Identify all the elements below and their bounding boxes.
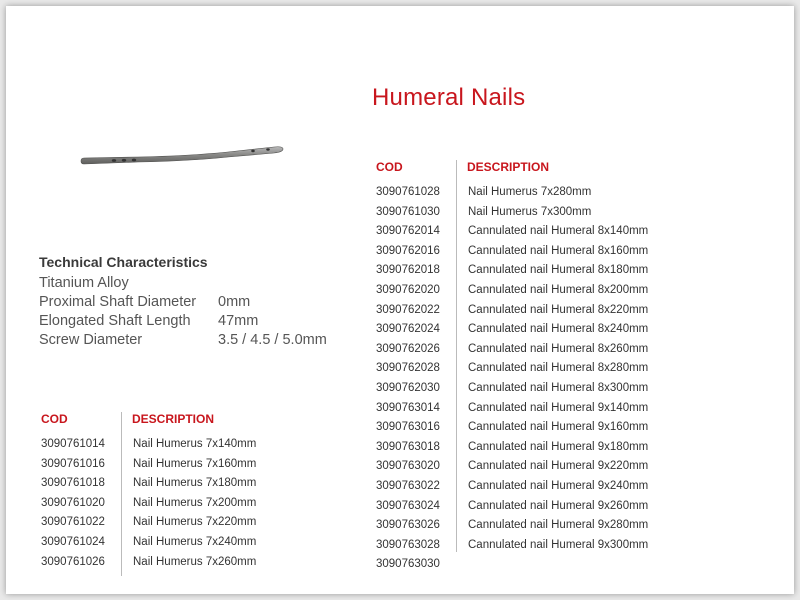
table-row-code: 3090763028	[376, 538, 440, 551]
left-code-table	[41, 412, 341, 582]
table-row-description: Nail Humerus 7x260mm	[133, 555, 257, 568]
table-row-description: Cannulated nail Humeral 9x180mm	[468, 440, 649, 453]
table-row-code: 3090763020	[376, 460, 440, 473]
table-row-code: 3090761024	[41, 536, 105, 548]
table-row-description: Nail Humerus 7x140mm	[133, 438, 257, 450]
catalog-page	[6, 6, 794, 594]
table-row-description: Cannulated nail Humeral 9x160mm	[468, 421, 649, 434]
table-row-description: Cannulated nail Humeral 9x260mm	[468, 499, 649, 512]
right-code-table	[376, 160, 676, 580]
table-row-code: 3090761014	[41, 438, 105, 450]
material-text: Titanium Alloy	[39, 275, 129, 291]
table-row-code: 3090761028	[376, 186, 440, 198]
table-row-description: Cannulated nail Humeral 9x140mm	[468, 401, 649, 414]
table-row-description: Cannulated nail Humeral 9x300mm	[468, 538, 649, 551]
table-row-code: 3090762018	[376, 264, 440, 277]
column-divider	[456, 160, 457, 552]
table-row-code: 3090761020	[41, 496, 105, 509]
table-row-description: Cannulated nail Humeral 8x180mm	[468, 264, 649, 277]
table-row-code: 3090762028	[376, 362, 440, 375]
spec-label: Elongated Shaft Length	[39, 313, 191, 329]
page-title: Humeral Nails	[372, 84, 526, 111]
table-row-code: 3090762022	[376, 303, 440, 316]
table-row-code: 3090762014	[376, 225, 440, 238]
table-row-code: 3090763016	[376, 421, 440, 434]
spec-value: 3.5 / 4.5 / 5.0mm	[218, 332, 327, 348]
table-row-description: Cannulated nail Humeral 8x300mm	[468, 382, 649, 394]
table-row-code: 3090762020	[376, 284, 440, 296]
table-row-code: 3090762024	[376, 323, 440, 336]
spec-label: Screw Diameter	[39, 332, 143, 348]
table-row-code: 3090761022	[41, 516, 105, 529]
table-row-description: Nail Humerus 7x300mm	[468, 205, 592, 218]
table-row-description: Nail Humerus 7x160mm	[133, 457, 257, 470]
table-row-code: 3090761026	[41, 555, 105, 568]
table-row-description: Cannulated nail Humeral 9x220mm	[468, 460, 649, 473]
table-row-code: 3090763024	[376, 499, 440, 512]
table-row-description: Cannulated nail Humeral 8x160mm	[468, 244, 649, 257]
technical-characteristics	[39, 254, 327, 350]
table-row-description: Nail Humerus 7x240mm	[133, 536, 257, 548]
table-row-description: Cannulated nail Humeral 8x220mm	[468, 303, 649, 316]
column-divider	[121, 412, 122, 576]
spec-value: 0mm	[218, 294, 251, 310]
spec-row	[39, 312, 327, 331]
cod-header: COD	[41, 412, 68, 426]
technical-heading: Technical Characteristics	[39, 254, 208, 270]
table-row-code: 3090762030	[376, 382, 440, 394]
table-row-description: Cannulated nail Humeral 8x240mm	[468, 323, 649, 336]
table-row-description: Cannulated nail Humeral 8x140mm	[468, 225, 649, 238]
table-row-description: Cannulated nail Humeral 9x240mm	[468, 480, 649, 492]
table-row-code: 3090761018	[41, 477, 105, 490]
table-row-code: 3090761016	[41, 457, 105, 470]
table-row-description: Cannulated nail Humeral 8x200mm	[468, 284, 649, 296]
table-row-description: Cannulated nail Humeral 8x260mm	[468, 342, 649, 355]
cod-header: COD	[376, 160, 403, 174]
spec-value: 47mm	[218, 313, 259, 329]
table-row-description: Nail Humerus 7x180mm	[133, 477, 257, 490]
table-row-code: 3090762026	[376, 342, 440, 355]
spec-row	[39, 331, 327, 350]
table-row-code: 3090763030	[376, 558, 440, 571]
description-header: DESCRIPTION	[132, 412, 215, 426]
table-row-code: 3090763018	[376, 440, 440, 453]
table-row-code: 3090763026	[376, 519, 440, 532]
table-row-description: Nail Humerus 7x200mm	[133, 496, 257, 509]
description-header: DESCRIPTION	[467, 160, 550, 174]
table-row-description: Cannulated nail Humeral 8x280mm	[468, 362, 649, 375]
table-row-code: 3090762016	[376, 244, 440, 257]
table-row-description: Nail Humerus 7x280mm	[468, 186, 592, 198]
table-row-description: Cannulated nail Humeral 9x280mm	[468, 519, 649, 532]
table-row-code: 3090763022	[376, 480, 440, 492]
table-row-code: 3090763014	[376, 401, 440, 414]
spec-row	[39, 293, 327, 312]
table-row-description: Nail Humerus 7x220mm	[133, 516, 257, 529]
table-row-code: 3090761030	[376, 205, 440, 218]
humeral-nail-image	[78, 138, 288, 172]
spec-label: Proximal Shaft Diameter	[39, 294, 197, 310]
